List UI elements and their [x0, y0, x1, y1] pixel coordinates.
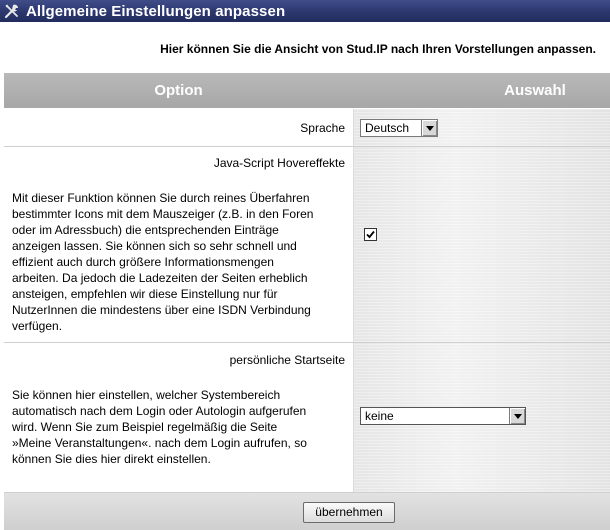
- startseite-select[interactable]: [360, 407, 526, 425]
- column-header-auswahl: Auswahl: [504, 82, 566, 99]
- hover-description-line: arbeiten. Da jedoch die Ladezeiten der Seiten erheblich: [12, 271, 308, 285]
- settings-row-startseite: [4, 343, 610, 492]
- submit-button[interactable]: übernehmen: [303, 502, 395, 523]
- hover-description-line: NutzerInnen die mindestens über eine ISDN Verbindung: [12, 303, 311, 317]
- row-option-cell: [4, 343, 354, 492]
- chevron-down-icon[interactable]: [509, 408, 525, 424]
- sprache-select-value: Deutsch: [365, 121, 410, 135]
- checkmark-icon: [366, 230, 375, 239]
- chevron-down-icon[interactable]: [421, 120, 437, 136]
- hover-description: [12, 190, 342, 334]
- hover-label: Java-Script Hovereffekte: [213, 156, 345, 170]
- hover-description-line: anzeigen lassen. Sie können sich so sehr schnell und: [12, 239, 297, 253]
- hover-description-line: verfügen.: [12, 319, 63, 333]
- hover-checkbox[interactable]: [364, 228, 377, 241]
- settings-row-sprache: [4, 109, 610, 146]
- row-auswahl-cell: [354, 147, 610, 342]
- row-auswahl-cell: [354, 109, 610, 146]
- intro-text: Hier können Sie die Ansicht von Stud.IP nach Ihren Vorstellungen anpassen.: [160, 42, 596, 56]
- row-option-cell: [4, 109, 354, 146]
- tools-icon: [3, 2, 21, 20]
- startseite-label: persönliche Startseite: [229, 353, 345, 367]
- hover-description-line: Mit dieser Funktion können Sie durch reines Überfahren: [12, 191, 310, 205]
- column-header-option: Option: [154, 82, 203, 99]
- startseite-description-line: Sie können hier einstellen, welcher Systembereich: [12, 388, 281, 402]
- startseite-select-value: keine: [365, 409, 394, 423]
- hover-description-line: oder im Adressbuch) die entsprechenden Einträge: [12, 223, 279, 237]
- row-auswahl-cell: [354, 343, 610, 492]
- window-titlebar: [0, 0, 610, 22]
- sprache-label: Sprache: [300, 121, 345, 135]
- form-footer: [4, 493, 610, 530]
- startseite-description-line: wird. Wenn Sie zum Beispiel regelmäßig die Seite: [12, 420, 278, 434]
- startseite-description-line: »Meine Veranstaltungen«. nach dem Login aufrufen, so: [12, 436, 307, 450]
- table-header: [4, 73, 610, 108]
- startseite-description-line: automatisch nach dem Login oder Autologin aufgerufen: [12, 404, 307, 418]
- row-option-cell: [4, 147, 354, 342]
- startseite-description: [12, 387, 342, 467]
- hover-description-line: ansteigen, empfehlen wir diese Einstellung nur für: [12, 287, 278, 301]
- settings-row-hover: [4, 147, 610, 342]
- hover-description-line: bestimmter Icons mit dem Mauszeiger (z.B. in den Foren: [12, 207, 314, 221]
- startseite-description-line: können Sie dies hier direkt einstellen.: [12, 452, 211, 466]
- hover-description-line: effizient auch durch größere Informationsmengen: [12, 255, 274, 269]
- window-title: Allgemeine Einstellungen anpassen: [26, 2, 286, 20]
- sprache-select[interactable]: [360, 119, 438, 137]
